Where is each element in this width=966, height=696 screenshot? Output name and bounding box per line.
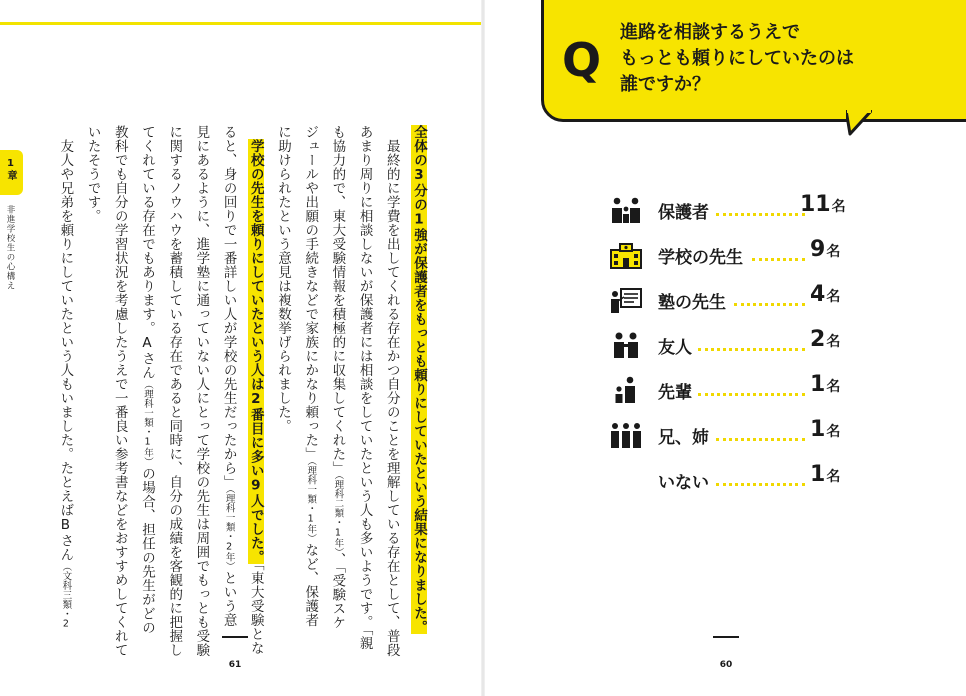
body-sentence: ジュールや出願の手続きなどで家族にかなり頼った」 <box>302 125 319 461</box>
count-unit: 名 <box>826 424 841 440</box>
dotted-leader <box>734 303 805 306</box>
body-sentence: 教科でも自分の学習状況を考慮したうえで一番良い参考書などをおすすめしてくれて <box>111 125 128 657</box>
body-sentence: いたそうです。 <box>84 125 101 223</box>
dotted-leader <box>716 483 805 486</box>
body-sentence: など、保護者 <box>302 543 319 628</box>
text-column <box>107 125 133 657</box>
result-row <box>600 327 860 367</box>
body-sentence: あまり周りに相談しないが保護者には相談をしていたという人も多いようです。「親 <box>356 125 373 651</box>
count-number: 1 <box>810 462 826 487</box>
count-unit: 名 <box>826 469 841 485</box>
text-column <box>406 125 432 635</box>
result-row <box>600 462 860 502</box>
body-sentence: 、「受験スケ <box>329 552 346 630</box>
page-number-rule <box>713 636 739 638</box>
result-row <box>600 192 860 232</box>
body-sentence: 「東大受験とな <box>247 564 264 656</box>
count-number: 11 <box>800 192 831 217</box>
body-sentence: という意 <box>220 571 237 628</box>
siblings-icon <box>610 421 642 449</box>
body-sentence: ると、身の回りで一番詳しい人が学校の先生だったから」 <box>220 125 237 489</box>
text-column <box>80 125 106 635</box>
source-note: （文科三類・2 <box>60 561 72 630</box>
result-count <box>810 282 840 307</box>
count-number: 9 <box>810 237 826 262</box>
dotted-leader <box>716 213 805 216</box>
body-sentence: 友人や兄弟を頼りにしていたという人もいました。たとえばBさん <box>57 125 74 562</box>
text-column <box>297 125 323 635</box>
source-note: （理科一類・1年） <box>305 461 317 544</box>
dotted-leader <box>752 258 805 261</box>
text-column <box>161 125 187 657</box>
text-column <box>243 125 269 656</box>
text-column <box>270 125 296 635</box>
text-column <box>188 125 214 657</box>
dotted-leader <box>698 393 805 396</box>
count-unit: 名 <box>826 244 841 260</box>
body-sentence: も協力的で、東大受験情報を積極的に収集してくれた」 <box>329 125 346 475</box>
result-row <box>600 417 860 457</box>
top-yellow-rule <box>0 22 540 25</box>
body-sentence: 最終的に学費を出してくれる存在かつ自分のことを理解している存在として、普段 <box>383 125 400 657</box>
senior-student-icon <box>610 376 642 404</box>
dotted-leader <box>716 438 805 441</box>
result-label: 先輩 <box>658 383 692 403</box>
question-text <box>620 20 940 98</box>
result-row <box>600 237 860 277</box>
school-building-icon <box>610 241 642 269</box>
text-column <box>324 125 350 635</box>
result-count <box>800 192 846 217</box>
count-unit: 名 <box>831 199 846 215</box>
result-row <box>600 282 860 322</box>
cram-school-teacher-icon <box>610 286 642 314</box>
result-count <box>810 237 840 262</box>
body-sentence: に助けられたという意見は複数挙げられました。 <box>275 125 291 433</box>
result-row <box>600 372 860 412</box>
friends-icon <box>610 331 642 359</box>
text-column <box>216 125 242 635</box>
source-note: （理科一類・2年） <box>223 489 235 572</box>
page-number-rule <box>222 636 248 638</box>
result-count <box>810 462 840 487</box>
dotted-leader <box>698 348 805 351</box>
result-count <box>810 372 840 397</box>
count-number: 4 <box>810 282 826 307</box>
count-number: 2 <box>810 327 826 352</box>
question-line: もっとも頼りにしていたのは <box>620 48 854 69</box>
chapter-number: 1章 <box>5 158 16 181</box>
result-label: 友人 <box>658 338 692 358</box>
source-note: （理科一類・1年） <box>142 379 153 467</box>
result-count <box>810 327 840 352</box>
text-column <box>134 125 160 635</box>
count-unit: 名 <box>826 379 841 395</box>
result-count <box>810 417 840 442</box>
count-number: 1 <box>810 372 826 397</box>
text-column <box>352 125 378 651</box>
count-number: 1 <box>810 417 826 442</box>
result-label: 塾の先生 <box>658 293 726 313</box>
result-label: いない <box>658 473 709 493</box>
gutter-shadow <box>481 0 485 696</box>
body-sentence: てくれている存在でもあります。Aさん <box>139 125 155 380</box>
bubble-tail <box>846 110 872 136</box>
body-sentence: に関するノウハウを蓄積している存在であると同時に、自分の成績を客観的に把握し <box>166 125 183 657</box>
highlighted-text: 学校の先生を頼りにしていたという人は2番目に多い9人でした。 <box>247 139 264 564</box>
body-text <box>57 125 432 657</box>
parents-icon <box>610 196 642 224</box>
source-note: （理科二類・1年） <box>332 475 344 553</box>
page-number: 60 <box>719 660 733 670</box>
chapter-title: 非進学校生の心構え <box>5 205 15 291</box>
body-sentence: 見にあるように、進学塾に通っていない人にとって学校の先生は周囲でもっとも受験 <box>193 125 210 657</box>
text-column <box>52 125 78 635</box>
result-label: 兄、姉 <box>658 428 709 448</box>
text-column <box>379 125 405 657</box>
body-sentence <box>248 125 264 139</box>
count-unit: 名 <box>826 334 841 350</box>
question-line: 進路を相談するうえで <box>620 22 800 43</box>
count-unit: 名 <box>826 289 841 305</box>
body-sentence: の場合、担任の先生がどの <box>139 466 155 635</box>
page-number: 61 <box>228 660 242 670</box>
question-line: 誰ですか？ <box>620 74 710 95</box>
result-label: 学校の先生 <box>658 248 743 268</box>
question-mark-q: Q <box>562 33 602 87</box>
result-label: 保護者 <box>658 203 709 223</box>
chapter-tab <box>0 150 23 195</box>
highlighted-text: 全体の3分の1強が保護者をもっとも頼りにしていたという結果になりました。 <box>411 125 427 634</box>
